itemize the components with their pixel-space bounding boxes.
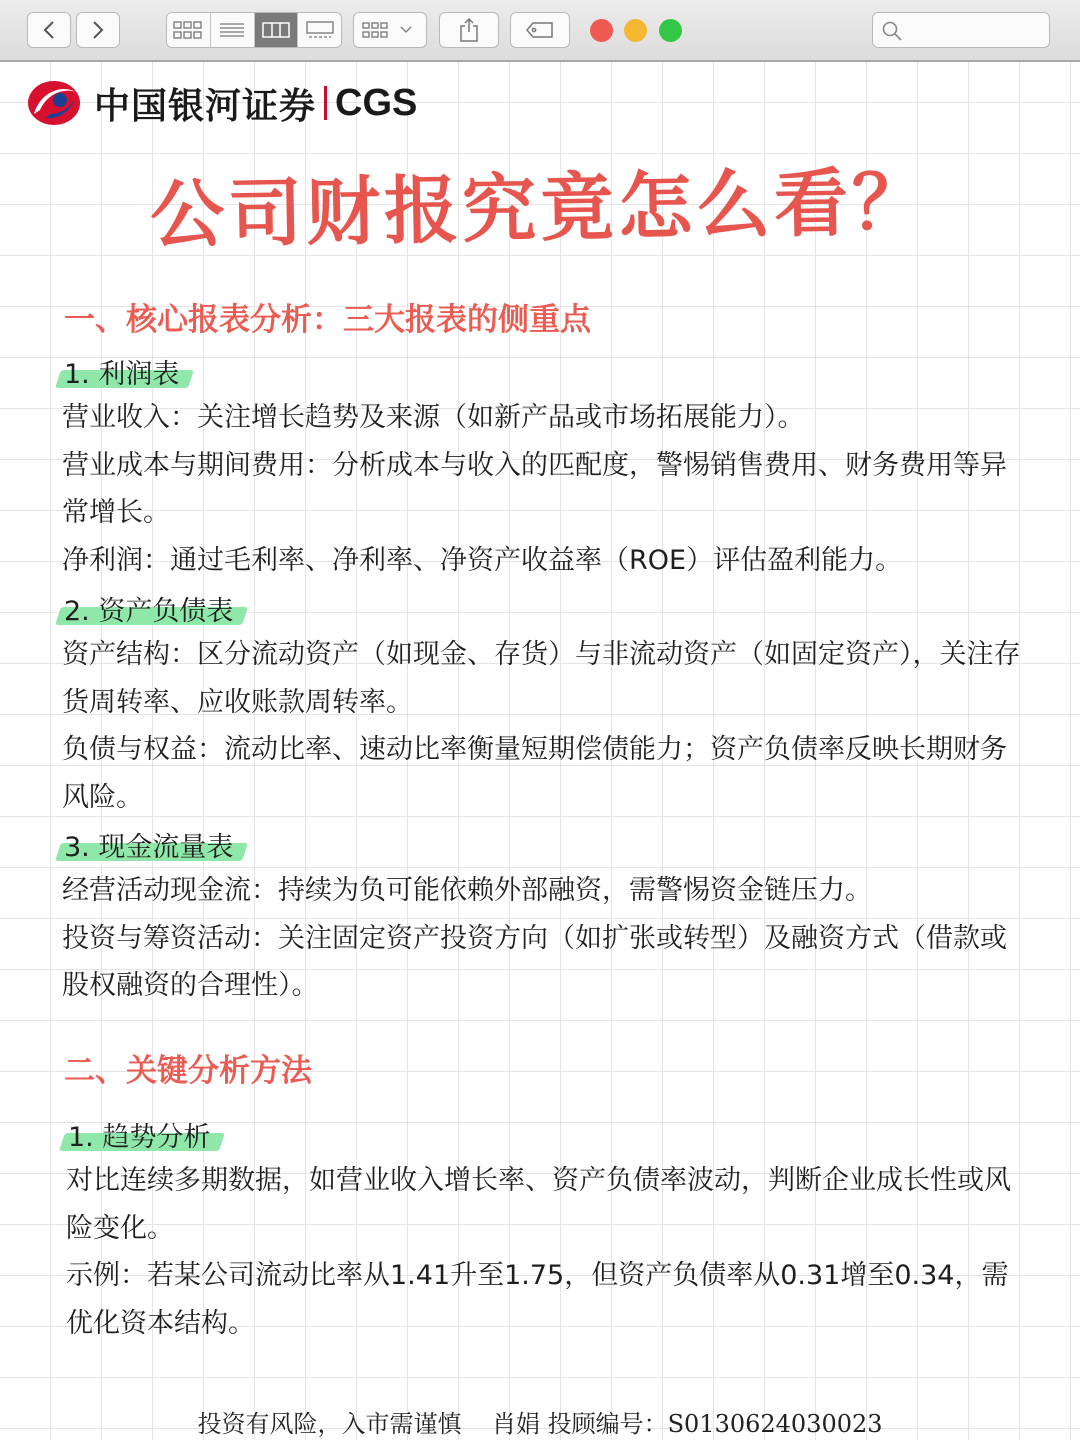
list-view-icon	[219, 21, 245, 39]
footer-disclaimer	[0, 1404, 1080, 1439]
paragraph	[62, 867, 1022, 1010]
subheading-balance-sheet: 2. 资产负债表	[62, 589, 239, 628]
subheading-trend-analysis: 1. 趋势分析	[66, 1115, 216, 1154]
column-view-icon	[262, 21, 290, 39]
paragraph	[62, 394, 1022, 584]
galaxy-securities-logo-icon	[26, 78, 82, 128]
text-line: 投资与筹资活动：关注固定资产投资方向（如扩张或转型）及融资方式（借款或股权融资的合理性）。	[62, 922, 1007, 1001]
forward-button[interactable]	[76, 12, 120, 48]
paragraph	[66, 1157, 1031, 1347]
close-window-button[interactable]	[590, 19, 613, 42]
text-line: 经营活动现金流：持续为负可能依赖外部融资，需警惕资金链压力。	[62, 875, 872, 906]
text-line: 对比连续多期数据，如营业收入增长率、资产负债率波动，判断企业成长性或风险变化。	[66, 1165, 1011, 1244]
subheading-income-statement: 1. 利润表	[62, 352, 185, 391]
text-line: 营业收入：关注增长趋势及来源（如新产品或市场拓展能力）。	[62, 402, 805, 433]
list-view-button[interactable]	[211, 13, 255, 47]
text-line: 资产结构：区分流动资产（如现金、存货）与非流动资产（如固定资产），关注存货周转率、应收账款周转率。	[62, 639, 1021, 718]
chevron-left-icon	[42, 20, 56, 40]
tag-icon	[525, 21, 555, 39]
advisor-info: 肖娟 投顾编号：S0130624030023	[491, 1410, 883, 1438]
subheading-cash-flow-statement: 3. 现金流量表	[62, 825, 239, 864]
brand-divider	[324, 86, 327, 120]
brand-logo	[26, 78, 417, 128]
page-title: 公司财报究竟怎么看？	[149, 159, 931, 259]
column-view-button[interactable]	[255, 13, 299, 47]
gallery-view-icon	[306, 21, 334, 39]
brand-name: 中国银河证券	[94, 85, 317, 127]
share-button[interactable]	[439, 12, 499, 48]
paragraph	[62, 631, 1022, 821]
risk-warning: 投资有风险，入市需谨慎	[197, 1410, 462, 1438]
text-line: 净利润：通过毛利率、净利率、净资产收益率（ROE）评估盈利能力。	[62, 544, 903, 576]
tag-button[interactable]	[510, 12, 570, 48]
icon-view-icon	[173, 21, 203, 39]
brand-abbr: CGS	[335, 81, 418, 124]
text-line: 负债与权益：流动比率、速动比率衡量短期偿债能力；资产负债率反映长期财务风险。	[62, 734, 1007, 813]
icon-view-button[interactable]	[167, 13, 211, 47]
group-icon	[361, 21, 419, 39]
minimize-window-button[interactable]	[624, 19, 647, 42]
search-icon	[881, 20, 903, 42]
search-input[interactable]	[872, 12, 1050, 48]
zoom-window-button[interactable]	[659, 19, 682, 42]
section-heading: 一、核心报表分析：三大报表的侧重点	[64, 302, 591, 338]
share-icon	[458, 17, 480, 43]
gallery-view-button[interactable]	[298, 13, 341, 47]
text-line: 营业成本与期间费用：分析成本与收入的匹配度，警惕销售费用、财务费用等异常增长。	[62, 449, 1007, 528]
window-toolbar	[0, 0, 1080, 62]
text-line: 示例：若某公司流动比率从1.41升至1.75，但资产负债率从0.31增至0.34，需优化资本结构。	[66, 1260, 1009, 1339]
group-by-button[interactable]	[353, 12, 427, 48]
view-mode-switcher	[166, 12, 342, 48]
section-heading: 二、关键分析方法	[64, 1053, 312, 1089]
chevron-right-icon	[91, 20, 105, 40]
back-button[interactable]	[27, 12, 71, 48]
